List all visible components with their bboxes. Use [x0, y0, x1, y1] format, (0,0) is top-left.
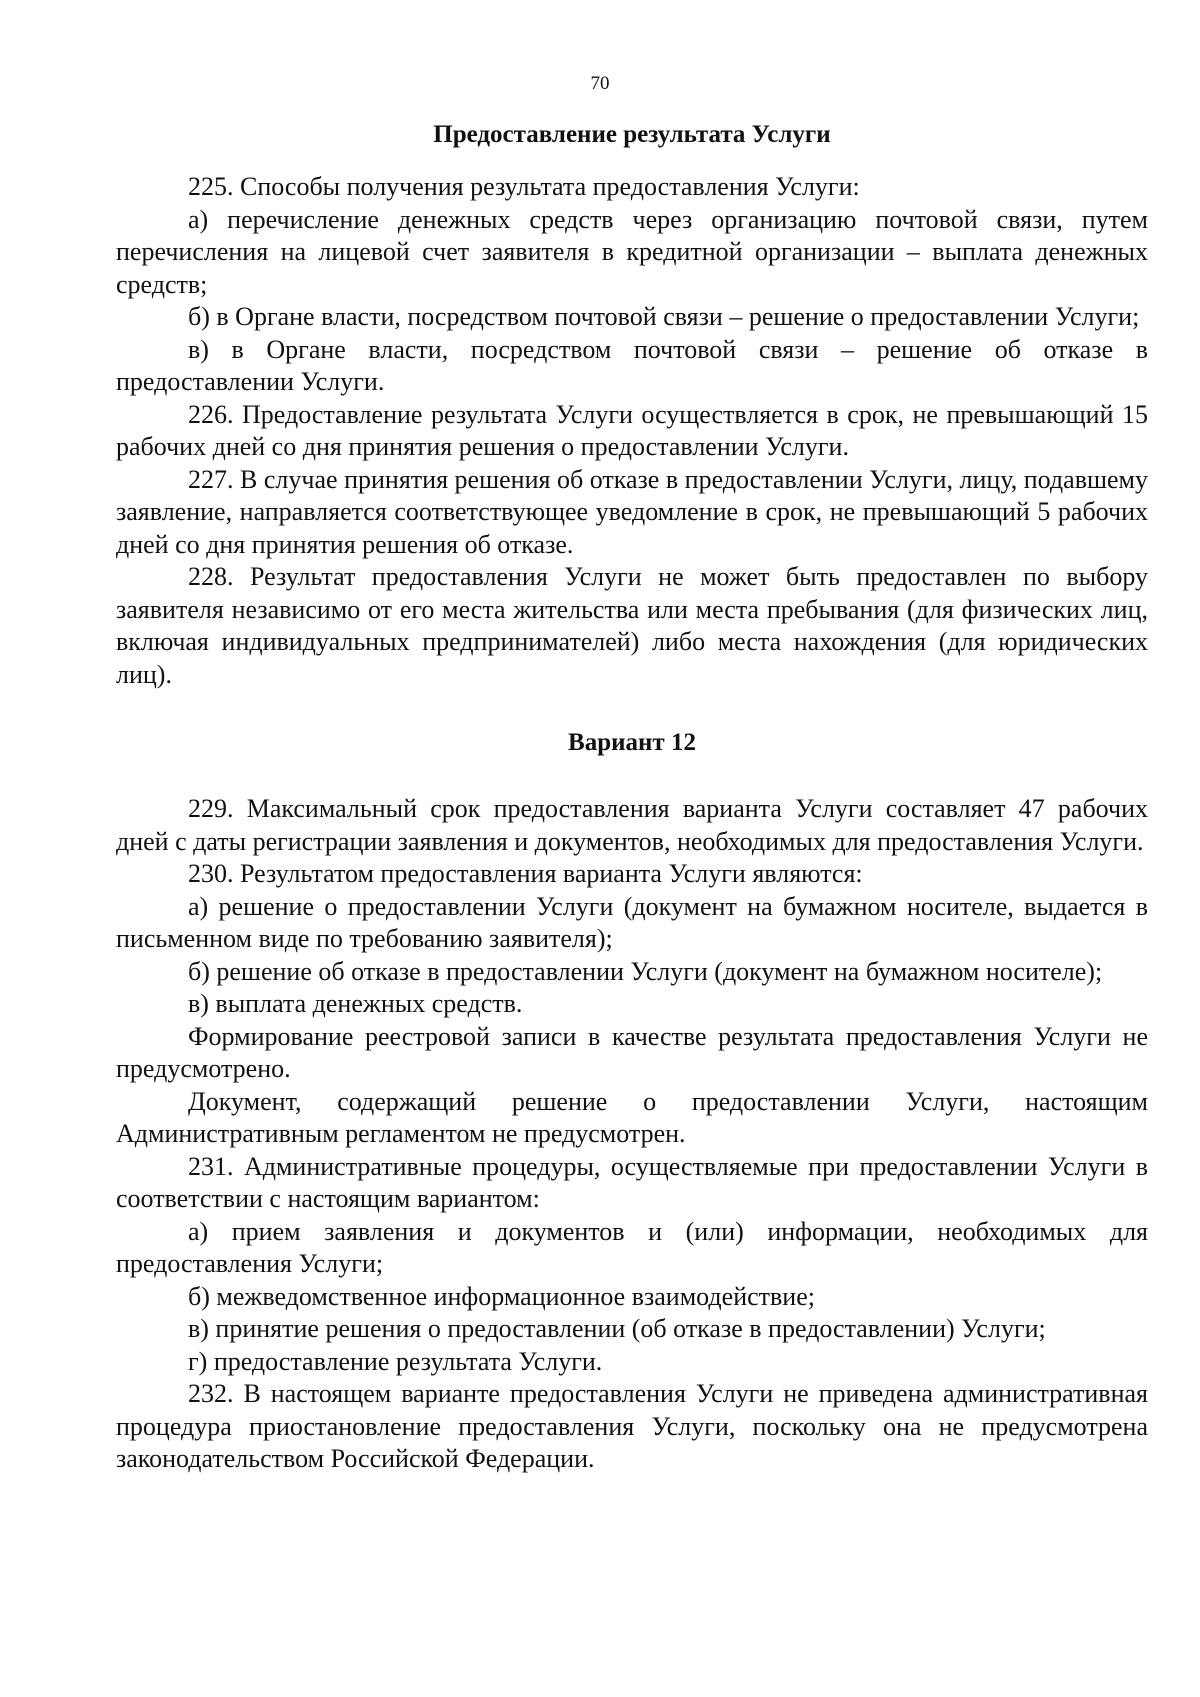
section-heading-variant: Вариант 12 [568, 729, 696, 756]
paragraph-registry-note: Формирование реестровой записи в качестве результата предоставления Услуги не предусмотрено. [116, 1021, 1148, 1083]
paragraph-227: 227. В случае принятия решения об отказе в предоставлении Услуги, лицу, подавшему заявление, направляется соответствующее уведомление в срок, не превышающий 5 рабочих дней со дня принятия решения об отказе. [116, 464, 1148, 559]
paragraph-231: 231. Административные процедуры, осуществляемые при предоставлении Услуги в соответствии с настоящим вариантом: [116, 1151, 1148, 1213]
paragraph-231-v: в) принятие решения о предоставлении (об отказе в предоставлении) Услуги; [188, 1314, 1046, 1343]
paragraph-231-g: г) предоставление результата Услуги. [188, 1346, 603, 1376]
paragraph-232: 232. В настоящем варианте предоставления Услуги не приведена административная процедура приостановление предоставления Услуги, поскольку она не предусмотрена законодательством Российской Федерации. [116, 1379, 1148, 1473]
section-heading-result: Предоставление результата Услуги [433, 121, 831, 148]
paragraph-228: 228. Результат предоставления Услуги не может быть предоставлен по выбору заявителя независимо от его места жительства или места пребывания (для физических лиц, включая индивидуальных предпринимателей) либо места нахождения (для юридических лиц). [116, 562, 1148, 689]
paragraph-225-v: в) в Органе власти, посредством почтовой связи – решение об отказе в предоставлении Услуги. [116, 334, 1148, 396]
page-content [116, 118, 1148, 1476]
paragraph-225-a: а) перечисление денежных средств через организацию почтовой связи, путем перечисления на лицевой счет заявителя в кредитной организации – выплата денежных средств; [116, 204, 1148, 299]
paragraph-225-b: б) в Органе власти, посредством почтовой связи – решение о предоставлении Услуги; [188, 302, 1140, 331]
paragraph-231-b: б) межведомственное информационное взаимодействие; [188, 1281, 815, 1311]
paragraph-230-a: а) решение о предоставлении Услуги (документ на бумажном носителе, выдается в письменном виде по требованию заявителя); [116, 891, 1148, 953]
paragraph-231-a: а) прием заявления и документов и (или) информации, необходимых для предоставления Услуги; [116, 1216, 1148, 1278]
paragraph-230-v: в) выплата денежных средств. [188, 989, 523, 1018]
paragraph-229: 229. Максимальный срок предоставления варианта Услуги составляет 47 рабочих дней с даты регистрации заявления и документов, необходимых для предоставления Услуги. [116, 794, 1148, 856]
paragraph-225: 225. Способы получения результата предоставления Услуги: [188, 172, 860, 201]
paragraph-230: 230. Результатом предоставления варианта Услуги являются: [188, 859, 863, 888]
paragraph-230-b: б) решение об отказе в предоставлении Услуги (документ на бумажном носителе); [188, 956, 1103, 986]
paragraph-226: 226. Предоставление результата Услуги осуществляется в срок, не превышающий 15 рабочих дней со дня принятия решения о предоставлении Услуги. [116, 399, 1148, 461]
paragraph-document-note: Документ, содержащий решение о предоставлении Услуги, настоящим Административным регламентом не предусмотрен. [116, 1086, 1148, 1148]
page-number: 70 [590, 73, 610, 94]
